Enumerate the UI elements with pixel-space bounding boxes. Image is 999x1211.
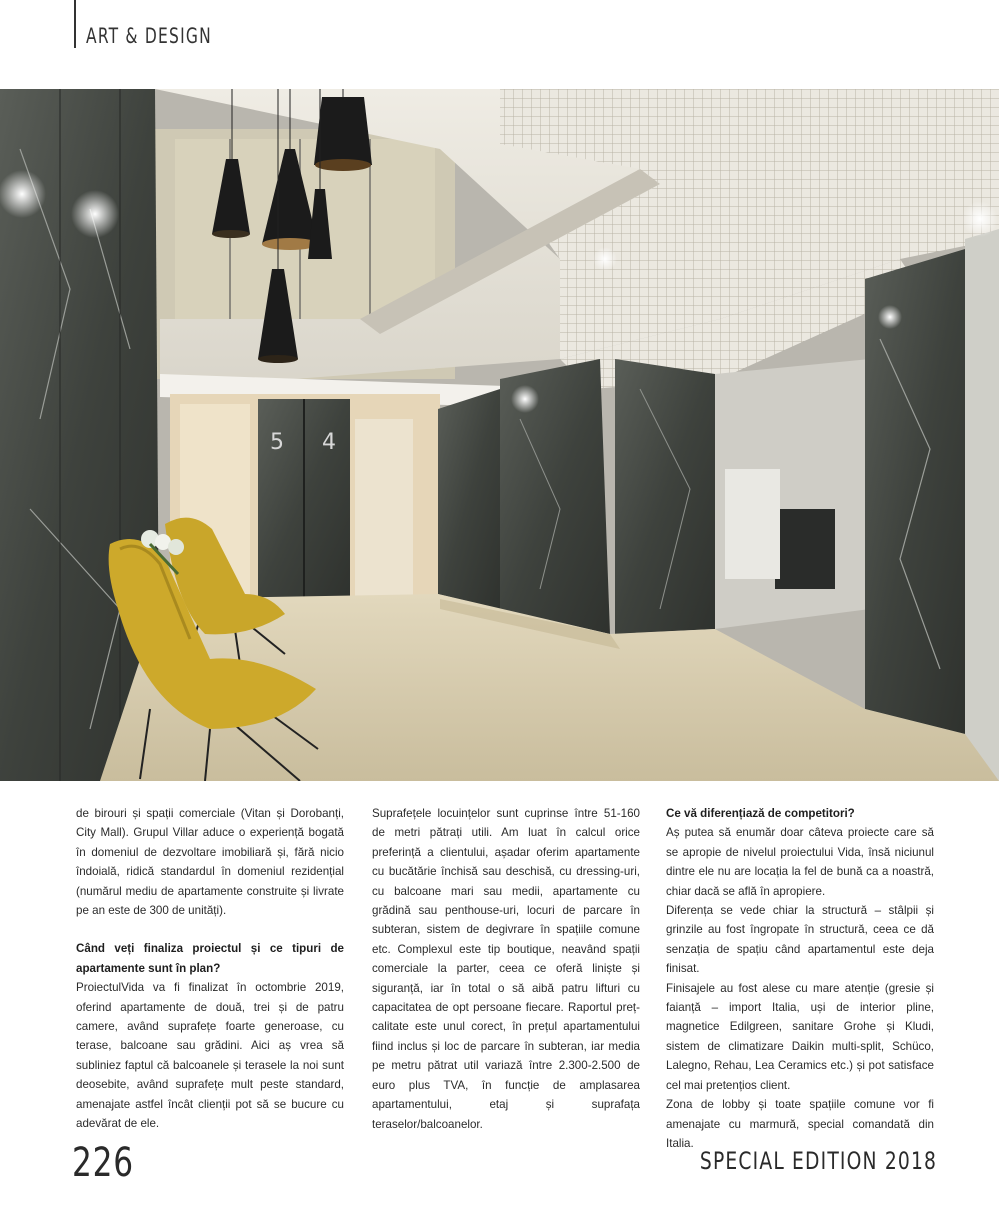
column-1	[76, 804, 344, 1134]
header	[74, 0, 374, 48]
column-2	[372, 804, 640, 1134]
elevator-number-4: 4	[322, 430, 336, 455]
elevator-number-5: 5	[270, 430, 284, 455]
column-3	[666, 804, 934, 1153]
paragraph: Suprafețele locuințelor sunt cuprinse între 51-160 de metri pătrați utili. Am luat în calcul orice preferință a clientului, așadar oferim apartamente cu bucătărie închisă sau deschisă, cu dressing-uri, cu balcoane mari sau medii, apartamente cu grădină sau penthouse-uri, locuri de parcare în subteran, sistem de degivrare în spațiile comune etc. Complexul este tip boutique, neavând spații comerciale la parter, ceea ce oferă liniște și siguranță, iar în total o să aibă patru lifturi cu capacitatea de opt persoane fiecare. Raportul preț-calitate este unul corect, în prețul apartamentului fiind inclus și loc de parcare în subteran, iar media pe metru pătrat util variază între 2.300-2.500 de euro plus TVA, în funcție de amplasarea apartamentului, etaj și suprafața teraselor/balcoanelor.	[372, 807, 640, 1131]
section-title: ART & DESIGN	[86, 24, 212, 48]
paragraph: Aș putea să enumăr doar câteva proiecte care să se apropie de nivelul proiectului Vida, însă niciunul dintre ele nu are locația la fel de bună ca a noastră, chiar dacă se află în apropiere.	[666, 826, 934, 898]
question-heading: Ce vă diferențiază de competitori?	[666, 807, 855, 820]
paragraph: Zona de lobby și toate spațiile comune vor fi amenajate cu marmură, special comandată din Italia.	[666, 1098, 934, 1150]
article-body	[76, 804, 938, 1150]
edition-label: SPECIAL EDITION 2018	[699, 1147, 937, 1175]
paragraph: Finisajele au fost alese cu mare atenție (gresie și faianță – import Italia, uși de interior pline, magnetice Edilgreen, sanitare Grohe și Kludi, sistem de climatizare Daikin multi-split, Schüco, Lalegno, Rehau, Lea Ceramics etc.) și pot satisface cel mai pretențios client.	[666, 981, 934, 1092]
paragraph: ProiectulVida va fi finalizat în octombrie 2019, oferind apartamente de două, trei și de patru camere, având suprafețe foarte generoase, cu terase, balcoane sau grădini. Aici aș vrea să subliniez faptul că balcoanele și terasele la noi sunt deosebite, având suprafețe mult peste standard, amenajate astfel încât clienții pot să se bucure cu adevărat de ele.	[76, 981, 344, 1131]
page-number: 226	[72, 1140, 134, 1186]
header-rule	[74, 0, 76, 48]
question-heading: Când veți finaliza proiectul și ce tipuri de apartamente sunt în plan?	[76, 942, 344, 975]
paragraph: de birouri și spații comerciale (Vitan și Dorobanți, City Mall). Grupul Villar aduce o experiență bogată în domeniul de dezvoltare imobiliară și, fără nicio îndoială, ridică standardul în domeniul rezidențial (numărul mediu de apartamente construite și livrate pe an este de 300 de unități).	[76, 807, 344, 918]
paragraph: Diferența se vede chiar la structură – stâlpii și grinzile au fost îngropate în structură, ceea ce dă senzația de spațiu când apartamentul este deja finisat.	[666, 904, 934, 976]
lobby-photo	[0, 89, 999, 781]
lobby-illustration	[0, 89, 999, 781]
